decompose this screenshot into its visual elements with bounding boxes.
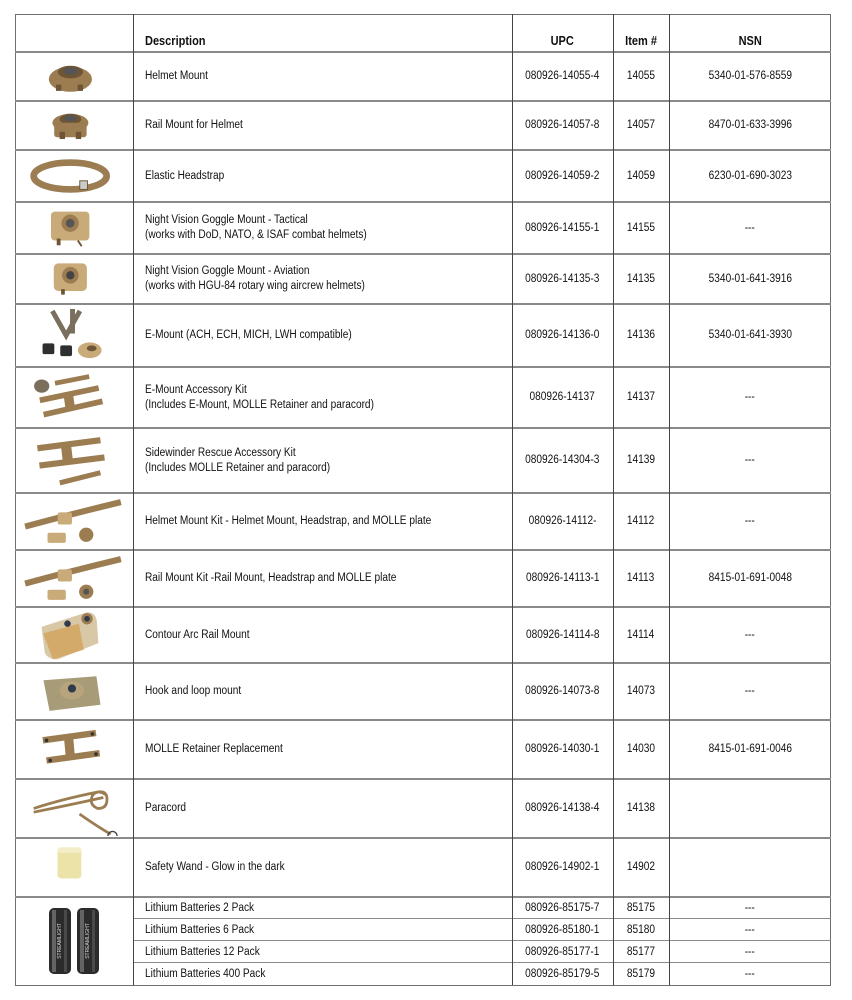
item-number-cell-text: 14135 <box>626 272 656 285</box>
description-cell <box>145 254 512 304</box>
item-number-cell-text: 14057 <box>626 119 656 131</box>
nsn-cell-text: --- <box>744 967 756 980</box>
nsn-cell-text: --- <box>744 391 756 403</box>
upc-cell <box>512 150 613 202</box>
header-nsn <box>669 14 831 52</box>
item-number-cell-text: 85179 <box>626 967 656 980</box>
item-number-cell-text: 14136 <box>626 329 656 341</box>
description-cell-text: Sidewinder Rescue Accessory Kit (Includes MOLLE Retainer and paracord) <box>145 446 331 474</box>
nsn-cell <box>669 919 831 941</box>
item-number-cell <box>613 720 669 779</box>
nsn-cell-text: --- <box>744 685 756 697</box>
description-cell-text: Night Vision Goggle Mount - Aviation (works with HGU-84 rotary wing aircrew helmets) <box>145 265 365 292</box>
nsn-cell <box>669 52 831 101</box>
upc-cell <box>512 607 613 663</box>
item-number-cell <box>613 150 669 202</box>
description-cell <box>145 663 512 720</box>
item-number-cell-text: 14139 <box>626 454 656 466</box>
item-number-cell <box>613 254 669 304</box>
nsn-cell <box>669 897 831 919</box>
item-number-cell <box>613 663 669 720</box>
description-cell <box>145 919 512 941</box>
upc-cell-text: 080926-14059-2 <box>525 169 600 182</box>
description-cell <box>145 428 512 493</box>
upc-cell <box>512 838 613 897</box>
item-number-cell-text: 85175 <box>626 901 656 914</box>
upc-cell <box>512 720 613 779</box>
upc-cell-text: 080926-14114-8 <box>525 628 600 641</box>
upc-cell <box>512 304 613 367</box>
safety-wand-icon <box>19 840 129 895</box>
nsn-cell <box>669 607 831 663</box>
upc-cell <box>512 919 613 941</box>
upc-cell-text: 080926-14112- <box>528 515 597 527</box>
upc-cell <box>512 52 613 101</box>
nsn-cell <box>669 663 831 720</box>
upc-cell-text: 080926-14902-1 <box>525 861 600 873</box>
upc-cell-text: 080926-14113-1 <box>525 572 600 584</box>
nsn-cell-text: --- <box>744 923 756 936</box>
sidewinder-rescue-kit-icon <box>19 430 129 491</box>
header-item-number-text: Item # <box>625 34 657 48</box>
nsn-cell-text: --- <box>744 515 756 527</box>
item-number-cell <box>613 550 669 607</box>
upc-cell-text: 080926-14304-3 <box>525 454 600 466</box>
helmet-mount-kit-icon <box>19 495 129 548</box>
upc-cell-text: 080926-14057-8 <box>525 119 600 131</box>
header-upc-text: UPC <box>550 34 575 48</box>
description-cell-text: Lithium Batteries 2 Pack <box>145 901 255 914</box>
nsn-cell-text: 5340-01-641-3916 <box>708 272 792 285</box>
upc-cell-text: 080926-14135-3 <box>525 272 600 285</box>
description-cell <box>145 52 512 101</box>
upc-cell-text: 080926-14136-0 <box>525 329 600 341</box>
description-cell-text: Helmet Mount <box>145 70 209 82</box>
upc-cell <box>512 254 613 304</box>
paracord-icon <box>19 781 129 836</box>
description-cell <box>145 838 512 897</box>
nsn-cell <box>669 254 831 304</box>
header-description-text: Description <box>145 34 206 48</box>
description-cell <box>145 150 512 202</box>
description-cell <box>145 897 512 919</box>
svg-text:STREAMLIGHT: STREAMLIGHT <box>57 923 63 959</box>
item-number-cell <box>613 963 669 985</box>
description-cell <box>145 367 512 428</box>
nsn-cell-text: --- <box>744 628 756 641</box>
nsn-cell <box>669 428 831 493</box>
item-number-cell-text: 14137 <box>626 391 656 403</box>
nsn-cell <box>669 963 831 985</box>
nsn-cell-text: --- <box>744 945 756 958</box>
header-item-number <box>613 14 669 52</box>
item-number-cell <box>613 202 669 254</box>
description-cell-text: Contour Arc Rail Mount <box>145 628 250 641</box>
description-cell-text: E-Mount Accessory Kit (Includes E-Mount, MOLLE Retainer and paracord) <box>145 383 374 411</box>
description-cell-text: Paracord <box>145 802 187 814</box>
item-number-cell <box>613 941 669 963</box>
description-cell-text: Night Vision Goggle Mount - Tactical (works with DoD, NATO, & ISAF combat helmets) <box>145 214 367 241</box>
item-number-cell-text: 85177 <box>626 945 656 958</box>
item-number-cell-text: 85180 <box>626 923 656 936</box>
item-number-cell <box>613 838 669 897</box>
description-cell-text: Rail Mount Kit -Rail Mount, Headstrap and MOLLE plate <box>145 572 397 584</box>
upc-cell-text: 080926-14137 <box>529 391 596 403</box>
elastic-headstrap-icon <box>19 152 129 200</box>
upc-cell <box>512 428 613 493</box>
nsn-cell <box>669 101 831 150</box>
item-number-cell <box>613 304 669 367</box>
item-number-cell <box>613 493 669 550</box>
upc-cell-text: 080926-14138-4 <box>525 802 600 814</box>
item-number-cell <box>613 367 669 428</box>
description-cell-text: Lithium Batteries 6 Pack <box>145 923 255 936</box>
description-cell <box>145 304 512 367</box>
description-cell-text: Lithium Batteries 400 Pack <box>145 967 266 980</box>
nsn-cell <box>669 202 831 254</box>
item-number-cell-text: 14055 <box>626 70 656 82</box>
nsn-cell <box>669 779 831 838</box>
description-cell-text: MOLLE Retainer Replacement <box>145 743 283 755</box>
rail-mount-icon <box>19 103 129 148</box>
upc-cell-text: 080926-14030-1 <box>525 743 600 755</box>
header-nsn-text: NSN <box>738 34 762 48</box>
item-number-cell-text: 14155 <box>626 221 656 234</box>
svg-text:STREAMLIGHT: STREAMLIGHT <box>85 923 91 959</box>
item-number-cell-text: 14073 <box>626 685 656 697</box>
item-number-cell <box>613 607 669 663</box>
description-cell-text: Safety Wand - Glow in the dark <box>145 861 285 873</box>
e-mount-icon <box>19 306 129 365</box>
description-cell <box>145 720 512 779</box>
upc-cell-text: 080926-85175-7 <box>525 901 600 914</box>
item-number-cell <box>613 897 669 919</box>
nsn-cell <box>669 367 831 428</box>
item-number-cell <box>613 52 669 101</box>
description-cell-text: Helmet Mount Kit - Helmet Mount, Headstrap, and MOLLE plate <box>145 515 432 527</box>
lithium-batteries-icon <box>19 902 129 982</box>
molle-retainer-icon <box>19 722 129 777</box>
item-number-cell <box>613 101 669 150</box>
nsn-cell-text: 8470-01-633-3996 <box>708 119 792 131</box>
upc-cell <box>512 663 613 720</box>
item-number-cell-text: 14114 <box>627 628 655 641</box>
upc-cell <box>512 101 613 150</box>
description-cell <box>145 550 512 607</box>
nsn-cell-text: 6230-01-690-3023 <box>708 169 792 182</box>
nvg-mount-aviation-icon <box>19 256 129 302</box>
item-number-cell <box>613 428 669 493</box>
upc-cell <box>512 897 613 919</box>
nsn-cell <box>669 838 831 897</box>
nsn-cell <box>669 493 831 550</box>
item-number-cell <box>613 919 669 941</box>
item-number-cell-text: 14902 <box>626 861 656 873</box>
description-cell <box>145 202 512 254</box>
description-cell <box>145 779 512 838</box>
upc-cell-text: 080926-85179-5 <box>525 967 600 980</box>
item-number-cell-text: 14112 <box>627 515 655 527</box>
nsn-cell-text: 8415-01-691-0046 <box>708 743 792 755</box>
nsn-cell <box>669 304 831 367</box>
upc-cell-text: 080926-85177-1 <box>525 945 600 958</box>
description-cell-text: Rail Mount for Helmet <box>145 119 243 131</box>
header-upc <box>512 14 613 52</box>
upc-cell-text: 080926-14073-8 <box>525 685 600 697</box>
description-cell-text: Lithium Batteries 12 Pack <box>145 945 260 958</box>
upc-cell <box>512 779 613 838</box>
nsn-cell <box>669 150 831 202</box>
rail-mount-kit-icon <box>19 552 129 605</box>
e-mount-accessory-kit-icon <box>19 369 129 426</box>
upc-cell-text: 080926-14055-4 <box>525 70 600 82</box>
item-number-cell-text: 14030 <box>626 743 656 755</box>
nsn-cell <box>669 550 831 607</box>
contour-arc-rail-mount-icon <box>19 609 129 661</box>
hook-loop-mount-icon <box>19 665 129 718</box>
upc-cell <box>512 941 613 963</box>
upc-cell <box>512 493 613 550</box>
description-cell-text: E-Mount (ACH, ECH, MICH, LWH compatible) <box>145 329 352 341</box>
column-divider <box>133 14 134 985</box>
item-number-cell-text: 14113 <box>627 572 655 584</box>
nsn-cell-text: 5340-01-576-8559 <box>708 70 792 82</box>
item-number-cell <box>613 779 669 838</box>
upc-cell-text: 080926-85180-1 <box>525 923 600 936</box>
nsn-cell-text: --- <box>744 221 756 234</box>
nsn-cell-text: 5340-01-641-3930 <box>708 329 792 341</box>
nvg-mount-tactical-icon <box>19 204 129 252</box>
description-cell-text: Hook and loop mount <box>145 685 242 697</box>
description-cell-text: Elastic Headstrap <box>145 169 225 182</box>
upc-cell <box>512 202 613 254</box>
item-number-cell-text: 14138 <box>626 802 656 814</box>
nsn-cell <box>669 720 831 779</box>
nsn-cell-text: --- <box>744 901 756 914</box>
upc-cell <box>512 367 613 428</box>
description-cell <box>145 607 512 663</box>
upc-cell-text: 080926-14155-1 <box>525 221 600 234</box>
description-cell <box>145 963 512 985</box>
upc-cell <box>512 550 613 607</box>
description-cell <box>145 101 512 150</box>
upc-cell <box>512 963 613 985</box>
item-number-cell-text: 14059 <box>626 169 656 182</box>
helmet-mount-icon <box>19 54 129 99</box>
nsn-cell-text: --- <box>744 454 756 466</box>
description-cell <box>145 493 512 550</box>
description-cell <box>145 941 512 963</box>
header-description <box>145 14 512 52</box>
nsn-cell-text: 8415-01-691-0048 <box>708 572 792 584</box>
nsn-cell <box>669 941 831 963</box>
